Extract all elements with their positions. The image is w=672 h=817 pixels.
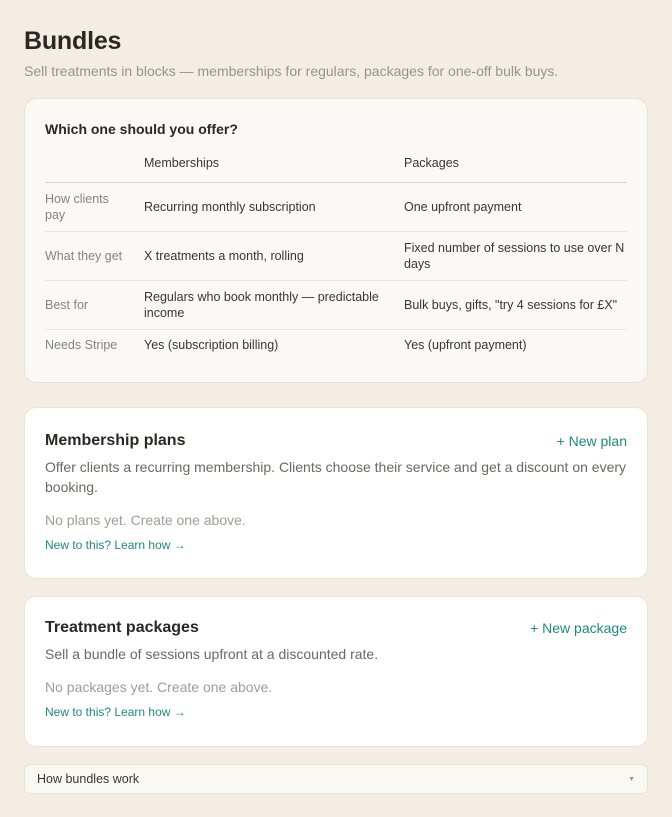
membership-plans-card xyxy=(24,407,648,579)
packages-cell: Yes (upfront payment) xyxy=(404,338,527,353)
accordion-label: How bundles work xyxy=(37,772,140,786)
membership-empty-state: No plans yet. Create one above. xyxy=(45,512,246,528)
memberships-cell: Recurring monthly subscription xyxy=(144,182,404,231)
row-label: What they get xyxy=(45,231,144,280)
treatment-packages-description: Sell a bundle of sessions upfront at a discounted rate. xyxy=(45,646,379,662)
comparison-table xyxy=(45,156,627,361)
membership-learn-how-link[interactable]: New to this? Learn how → xyxy=(45,538,186,552)
memberships-cell: X treatments a month, rolling xyxy=(144,231,404,280)
column-header-packages: Packages xyxy=(404,156,627,182)
new-plan-button[interactable]: + New plan xyxy=(556,433,627,449)
page-title: Bundles xyxy=(24,27,122,55)
row-label: Best for xyxy=(45,280,144,329)
memberships-cell: Regulars who book monthly — predictable income xyxy=(144,280,404,329)
row-label: Needs Stripe xyxy=(45,338,118,353)
new-package-button[interactable]: + New package xyxy=(530,620,627,636)
treatment-packages-title: Treatment packages xyxy=(45,619,199,636)
membership-plans-description: Offer clients a recurring membership. Clients choose their service and get a discount on every booking. xyxy=(45,459,627,495)
comparison-heading: Which one should you offer? xyxy=(45,121,238,137)
table-row xyxy=(45,231,627,280)
packages-empty-state: No packages yet. Create one above. xyxy=(45,679,273,695)
membership-plans-title: Membership plans xyxy=(45,432,186,449)
packages-learn-how-link[interactable]: New to this? Learn how → xyxy=(45,705,186,719)
packages-cell: One upfront payment xyxy=(404,182,627,231)
membership-card-header xyxy=(45,432,627,450)
table-row xyxy=(45,329,627,361)
packages-card-header xyxy=(45,619,627,637)
table-row xyxy=(45,280,627,329)
page-subtitle: Sell treatments in blocks — memberships for regulars, packages for one-off bulk buys. xyxy=(24,63,559,79)
column-header-memberships: Memberships xyxy=(144,156,404,182)
how-bundles-work-accordion[interactable] xyxy=(24,764,648,794)
row-label: How clients pay xyxy=(45,182,144,231)
table-row xyxy=(45,182,627,231)
column-header-empty xyxy=(45,156,144,182)
memberships-cell: Yes (subscription billing) xyxy=(144,338,279,353)
chevron-down-icon: ▼ xyxy=(628,775,635,783)
treatment-packages-card xyxy=(24,596,648,747)
packages-cell: Bulk buys, gifts, "try 4 sessions for £X" xyxy=(404,280,627,329)
comparison-header-row xyxy=(45,156,627,182)
packages-cell: Fixed number of sessions to use over N days xyxy=(404,231,627,280)
comparison-card xyxy=(24,98,648,383)
